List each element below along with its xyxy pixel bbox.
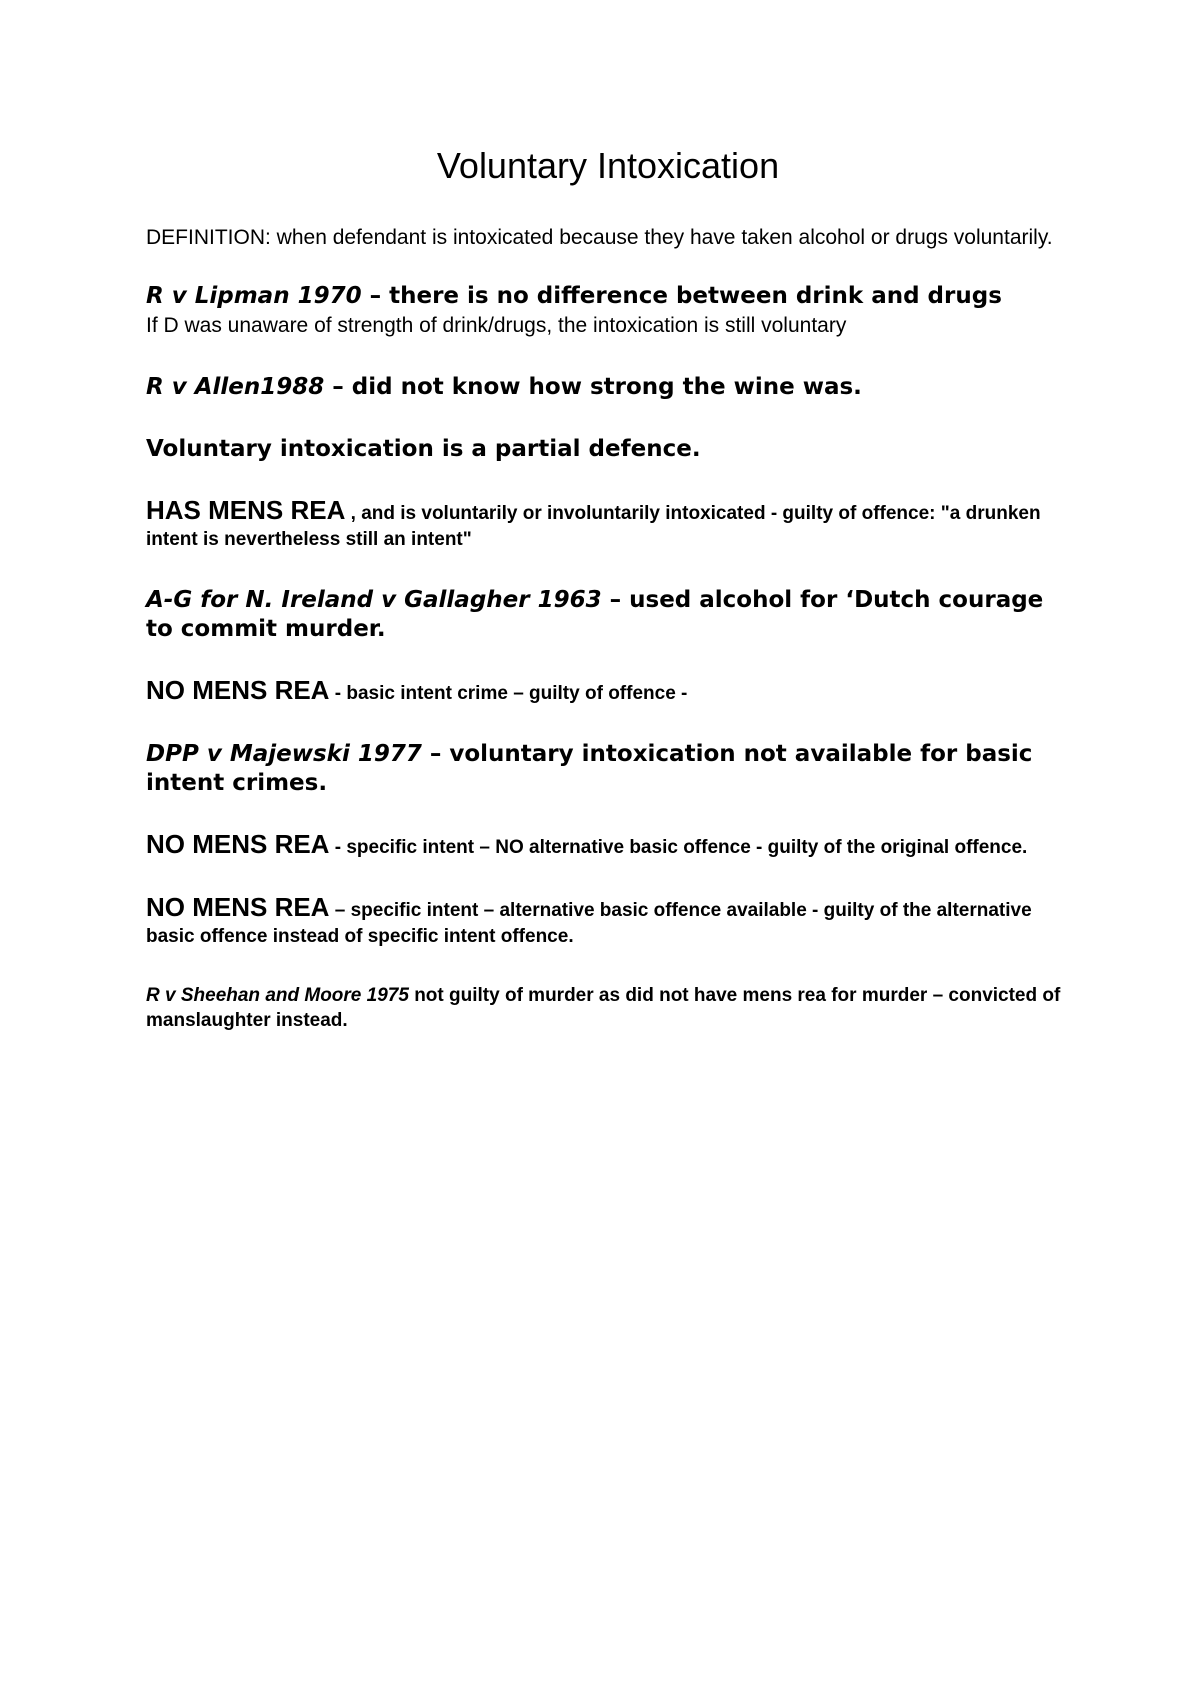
gallagher-case-text: – used alcohol for ‘Dutch courage to commit murder. xyxy=(146,587,1044,643)
no-mens-rea-specific-alt-text: – specific intent – alternative basic offence available - guilty of the alternative basic offence instead of specific intent offence. xyxy=(146,900,1032,948)
lipman-case-name: R v Lipman 1970 xyxy=(146,283,362,310)
lipman-case-text: – there is no difference between drink and drugs xyxy=(361,283,1002,310)
allen-case-text: – did not know how strong the wine was. xyxy=(324,374,862,401)
has-mens-rea-heading: HAS MENS REA xyxy=(146,495,346,526)
allen-case-paragraph xyxy=(146,373,1076,402)
allen-case-name: R v Allen1988 xyxy=(146,374,325,401)
has-mens-rea-paragraph xyxy=(146,497,1076,553)
no-mens-rea-specific-alt-paragraph xyxy=(146,894,1076,950)
no-mens-rea-basic-text: - basic intent crime – guilty of offence - xyxy=(329,683,688,705)
sheehan-case-name: R v Sheehan and Moore 1975 xyxy=(146,985,409,1007)
page-title: Voluntary Intoxication xyxy=(436,145,780,186)
gallagher-case-paragraph xyxy=(146,586,1076,644)
sheehan-case-paragraph xyxy=(146,983,1076,1033)
gallagher-case-name: A-G for N. Ireland v Gallagher 1963 xyxy=(146,587,602,614)
document-page xyxy=(146,144,1076,1033)
lipman-case-note: If D was unaware of strength of drink/drugs, the intoxication is still voluntary xyxy=(146,314,847,338)
no-mens-rea-specific-alt-heading: NO MENS REA xyxy=(146,892,330,923)
majewski-case-text: – voluntary intoxication not available for basic intent crimes. xyxy=(146,741,1033,797)
no-mens-rea-specific-no-alt-heading: NO MENS REA xyxy=(146,829,330,860)
majewski-case-name: DPP v Majewski 1977 xyxy=(146,741,422,768)
partial-defence-paragraph: Voluntary intoxication is a partial defence. xyxy=(146,436,701,463)
no-mens-rea-specific-no-alt-paragraph xyxy=(146,831,1076,861)
has-mens-rea-text: , and is voluntarily or involuntarily intoxicated - guilty of offence: "a drunken intent is nevertheless still an intent" xyxy=(146,503,1041,551)
no-mens-rea-basic-paragraph xyxy=(146,677,1076,707)
no-mens-rea-basic-heading: NO MENS REA xyxy=(146,675,330,706)
majewski-case-paragraph xyxy=(146,740,1076,798)
no-mens-rea-specific-no-alt-text: - specific intent – NO alternative basic offence - guilty of the original offence. xyxy=(329,837,1028,859)
lipman-case-paragraph xyxy=(146,282,1076,311)
definition-paragraph: DEFINITION: when defendant is intoxicated because they have taken alcohol or drugs voluntarily. xyxy=(146,226,1053,250)
sheehan-case-text: not guilty of murder as did not have mens rea for murder – convicted of manslaughter instead. xyxy=(146,985,1061,1032)
